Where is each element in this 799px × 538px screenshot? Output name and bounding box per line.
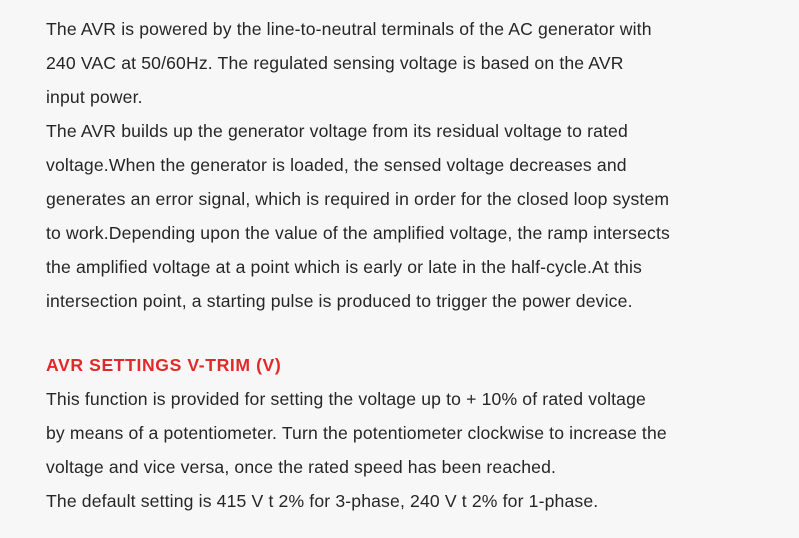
intro-line: The AVR is powered by the line-to-neutral terminals of the AC generator with [46, 19, 652, 39]
intro-line: intersection point, a starting pulse is produced to trigger the power device. [46, 291, 633, 311]
intro-line: to work.Depending upon the value of the amplified voltage, the ramp intersects [46, 223, 670, 243]
vtrim-section [46, 348, 786, 518]
section-line: by means of a potentiometer. Turn the potentiometer clockwise to increase the [46, 423, 667, 443]
intro-line: 240 VAC at 50/60Hz. The regulated sensing voltage is based on the AVR [46, 53, 624, 73]
section-line: The default setting is 415 V t 2% for 3-phase, 240 V t 2% for 1-phase. [46, 491, 599, 511]
section-heading: AVR SETTINGS V-TRIM (V) [46, 355, 282, 375]
intro-line: voltage.When the generator is loaded, the sensed voltage decreases and [46, 155, 627, 175]
document-body [46, 12, 786, 518]
intro-line: input power. [46, 87, 143, 107]
intro-line: the amplified voltage at a point which is early or late in the half-cycle.At this [46, 257, 642, 277]
intro-line: The AVR builds up the generator voltage from its residual voltage to rated [46, 121, 628, 141]
section-spacer [46, 318, 786, 348]
section-line: voltage and vice versa, once the rated speed has been reached. [46, 457, 557, 477]
intro-paragraph [46, 12, 786, 318]
intro-line: generates an error signal, which is required in order for the closed loop system [46, 189, 670, 209]
section-line: This function is provided for setting the voltage up to + 10% of rated voltage [46, 389, 646, 409]
